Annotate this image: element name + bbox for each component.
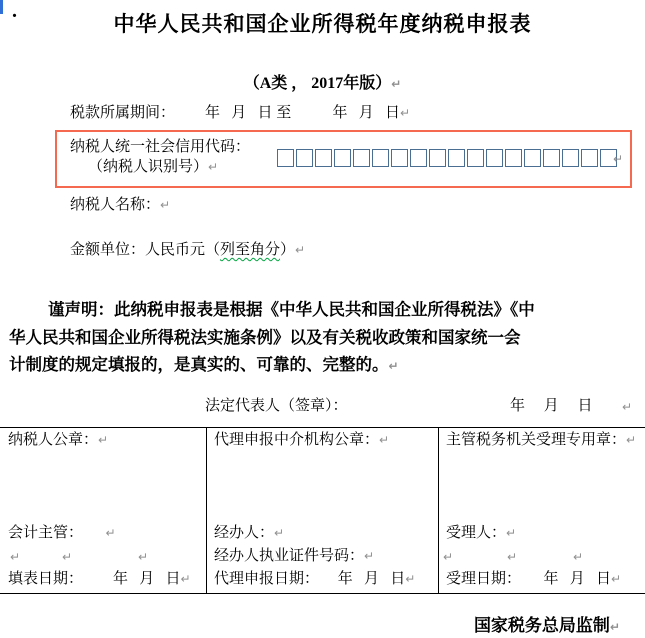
paragraph-mark: ↵ <box>613 152 624 166</box>
paragraph-mark: ↵ <box>506 526 517 540</box>
signature-table <box>0 427 645 594</box>
paragraph-mark: ↵ <box>10 550 21 564</box>
code-box[interactable] <box>581 149 598 167</box>
code-box[interactable] <box>334 149 351 167</box>
accounting-supervisor-label: 会计主管： <box>8 525 106 541</box>
taxpayer-seal-cell <box>8 431 108 450</box>
paragraph-mark: ↵ <box>295 243 306 257</box>
code-box[interactable] <box>562 149 579 167</box>
paragraph-mark: ↵ <box>391 77 402 91</box>
paragraph-mark: ↵ <box>573 550 584 564</box>
agent-cert-cell <box>214 547 374 566</box>
code-box[interactable] <box>486 149 503 167</box>
table-divider-2 <box>438 427 439 594</box>
code-box[interactable] <box>353 149 370 167</box>
table-divider-1 <box>206 427 207 594</box>
code-box[interactable] <box>448 149 465 167</box>
tax-authority-seal-cell <box>446 431 636 450</box>
form-title: 中华人民共和国企业所得税年度纳税申报表 <box>113 12 532 36</box>
declaration-line-3 <box>9 351 639 381</box>
paragraph-mark: ↵ <box>609 620 620 634</box>
code-box[interactable] <box>505 149 522 167</box>
agency-seal-label: 代理申报中介机构公章： <box>214 432 380 448</box>
fill-date-label: 填表日期： 年 月 日 <box>8 571 181 587</box>
taxpayer-seal-label: 纳税人公章： <box>8 432 99 448</box>
credit-code-label-line2-text: （纳税人识别号） <box>88 159 209 175</box>
legal-rep-date: 年 月 日 <box>510 398 593 414</box>
paragraph-mark: ↵ <box>180 572 191 586</box>
acceptance-date-cell <box>446 570 621 589</box>
code-box[interactable] <box>315 149 332 167</box>
tax-authority-seal-label: 主管税务机关受理专用章： <box>446 432 627 448</box>
agent-label: 经办人： <box>214 525 275 541</box>
paragraph-mark: ↵ <box>160 198 171 212</box>
code-box[interactable] <box>524 149 541 167</box>
paragraph-mark: ↵ <box>611 572 622 586</box>
form-subtitle <box>0 70 645 93</box>
agency-date-label: 代理申报日期： 年 月 日 <box>214 571 406 587</box>
taxpayer-name-label: 纳税人名称： <box>70 197 161 213</box>
subtitle-text: （A类 ， 2017年版） <box>243 75 392 92</box>
paragraph-mark: ↵ <box>62 550 73 564</box>
credit-code-label-line1: 纳税人统一社会信用代码： <box>70 139 251 155</box>
code-box[interactable] <box>296 149 313 167</box>
paragraph-mark: ↵ <box>138 550 149 564</box>
legal-rep-label: 法定代表人（签章）： <box>205 398 348 414</box>
declaration-line-3-text: 计制度的规定填报的，是真实的、可靠的、完整的。 <box>9 355 389 374</box>
agency-date-cell <box>214 570 415 589</box>
declaration-line-1: 谨声明：此纳税申报表是根据《中华人民共和国企业所得税法》《中 <box>48 300 535 319</box>
code-box[interactable] <box>410 149 427 167</box>
paragraph-mark: ↵ <box>388 359 399 373</box>
accounting-supervisor-cell <box>8 524 116 543</box>
issuer-line <box>474 611 620 636</box>
code-box[interactable] <box>277 149 294 167</box>
money-unit-suffix: ） <box>280 242 296 258</box>
money-unit-spellcheck: 列至角分 <box>220 242 281 258</box>
money-unit-line <box>70 241 305 260</box>
code-box[interactable] <box>391 149 408 167</box>
paragraph-mark: ↵ <box>622 400 633 414</box>
paragraph-mark: ↵ <box>364 549 375 563</box>
paragraph-mark: ↵ <box>443 550 454 564</box>
code-box[interactable] <box>429 149 446 167</box>
paragraph-mark: ↵ <box>274 526 285 540</box>
agent-cell <box>214 524 284 543</box>
code-box[interactable] <box>372 149 389 167</box>
paragraph-mark: ↵ <box>208 160 219 174</box>
paragraph-mark: ↵ <box>400 106 411 120</box>
declaration-paragraph <box>9 296 639 381</box>
declaration-line-2: 华人民共和国企业所得税法实施条例》以及有关税收政策和国家统一会 <box>9 327 521 347</box>
issuer-text: 国家税务总局监制 <box>473 616 610 635</box>
paragraph-mark: ↵ <box>105 526 116 540</box>
money-unit-prefix: 金额单位：人民币元（ <box>70 242 221 258</box>
paragraph-mark: ↵ <box>626 433 637 447</box>
code-box[interactable] <box>543 149 560 167</box>
fill-date-cell <box>8 570 191 589</box>
paragraph-mark: ↵ <box>507 550 518 564</box>
tax-period-line <box>70 104 410 123</box>
paragraph-mark: ↵ <box>405 572 416 586</box>
paragraph-mark: ↵ <box>379 433 390 447</box>
tax-period-text: 税款所属期间： 年 月 日 至 年 月 日 <box>70 105 401 121</box>
acceptor-cell <box>446 524 516 543</box>
paragraph-mark: ↵ <box>98 433 109 447</box>
taxpayer-name-line <box>70 196 170 215</box>
agent-cert-label: 经办人执业证件号码： <box>214 548 365 564</box>
credit-code-boxes <box>277 149 619 167</box>
credit-code-label-line2 <box>88 158 218 177</box>
acceptor-label: 受理人： <box>446 525 507 541</box>
code-box[interactable] <box>467 149 484 167</box>
stray-period: . <box>12 0 17 22</box>
agency-seal-cell <box>214 431 389 450</box>
acceptance-date-label: 受理日期： 年 月 日 <box>446 571 612 587</box>
